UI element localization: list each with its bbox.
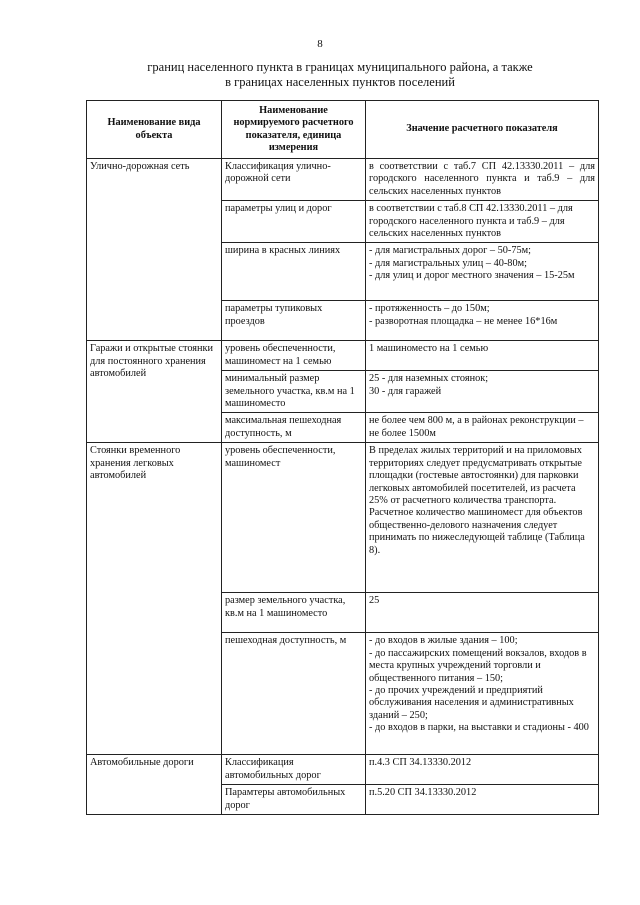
object-type-cell: Стоянки временного хранения легковых автомобилей bbox=[87, 443, 222, 755]
value-cell: 25 - для наземных стоянок; 30 - для гаражей bbox=[366, 371, 599, 413]
table-row bbox=[87, 159, 599, 201]
header-value: Значение расчетного показателя bbox=[366, 101, 599, 159]
value-cell: - протяженность – до 150м; - разворотная площадка – не менее 16*16м bbox=[366, 301, 599, 341]
value-cell: п.5.20 СП 34.13330.2012 bbox=[366, 785, 599, 815]
header-indicator: Наименование нормируемого расчетного показателя, единица измерения bbox=[222, 101, 366, 159]
indicator-cell: максимальная пешеходная доступность, м bbox=[222, 413, 366, 443]
object-type-cell: Автомобильные дороги bbox=[87, 755, 222, 815]
heading-line-2: в границах населенных пунктов поселений bbox=[225, 75, 455, 89]
table-row bbox=[87, 443, 599, 593]
indicator-cell: ширина в красных линиях bbox=[222, 243, 366, 301]
indicator-cell: параметры улиц и дорог bbox=[222, 201, 366, 243]
indicator-cell: уровень обеспеченности, машиномест на 1 семью bbox=[222, 341, 366, 371]
value-cell: - для магистральных дорог – 50-75м; - для магистральных улиц – 40-80м; - для улиц и дорог местного значения – 15-25м bbox=[366, 243, 599, 301]
norms-table bbox=[86, 100, 599, 815]
value-cell: в соответствии с таб.8 СП 42.13330.2011 – для городского населенного пункта и таб.9 – для сельских населенных пунктов bbox=[366, 201, 599, 243]
value-cell: 1 машиноместо на 1 семью bbox=[366, 341, 599, 371]
indicator-cell: уровень обеспеченности, машиномест bbox=[222, 443, 366, 593]
indicator-cell: пешеходная доступность, м bbox=[222, 633, 366, 755]
indicator-cell: размер земельного участка, кв.м на 1 машиноместо bbox=[222, 593, 366, 633]
value-cell: 25 bbox=[366, 593, 599, 633]
heading-line-1: границ населенного пункта в границах муниципального района, а также bbox=[147, 60, 533, 74]
value-cell: В пределах жилых территорий и на приломовых территориях следует предусматривать открытые площадки (гостевые автостоянки) для парковки легковых автомобилей посетителей, из расчета 25% от расчетного количества транспорта. Расчетное количество машиномест для объектов общественно-делового назначения следует принимать по нижеследующей таблице (Таблица 8). bbox=[366, 443, 599, 593]
table-row bbox=[87, 341, 599, 371]
value-cell: - до входов в жилые здания – 100; - до пассажирских помещений вокзалов, входов в места крупных учреждений торговли и общественного питания – 150; - до прочих учреждений и предприятий обслуживания населения и административных зданий – 250; - до входов в парки, на выставки и стадионы - 400 bbox=[366, 633, 599, 755]
indicator-cell: параметры тупиковых проездов bbox=[222, 301, 366, 341]
value-cell: п.4.3 СП 34.13330.2012 bbox=[366, 755, 599, 785]
indicator-cell: Классификация улично-дорожной сети bbox=[222, 159, 366, 201]
page-number: 8 bbox=[317, 38, 323, 50]
value-cell: в соответствии с таб.7 СП 42.13330.2011 – для городского населенного пункта и таб.9 – для сельских населенных пунктов bbox=[366, 159, 599, 201]
table-row bbox=[87, 755, 599, 785]
section-heading bbox=[130, 60, 550, 90]
value-cell: не более чем 800 м, а в районах реконструкции – не более 1500м bbox=[366, 413, 599, 443]
object-type-cell: Гаражи и открытые стоянки для постоянного хранения автомобилей bbox=[87, 341, 222, 443]
indicator-cell: Классификация автомобильных дорог bbox=[222, 755, 366, 785]
indicator-cell: минимальный размер земельного участка, кв.м на 1 машиноместо bbox=[222, 371, 366, 413]
header-object-type: Наименование вида объекта bbox=[87, 101, 222, 159]
indicator-cell: Парамтеры автомобильных дорог bbox=[222, 785, 366, 815]
object-type-cell: Улично-дорожная сеть bbox=[87, 159, 222, 341]
